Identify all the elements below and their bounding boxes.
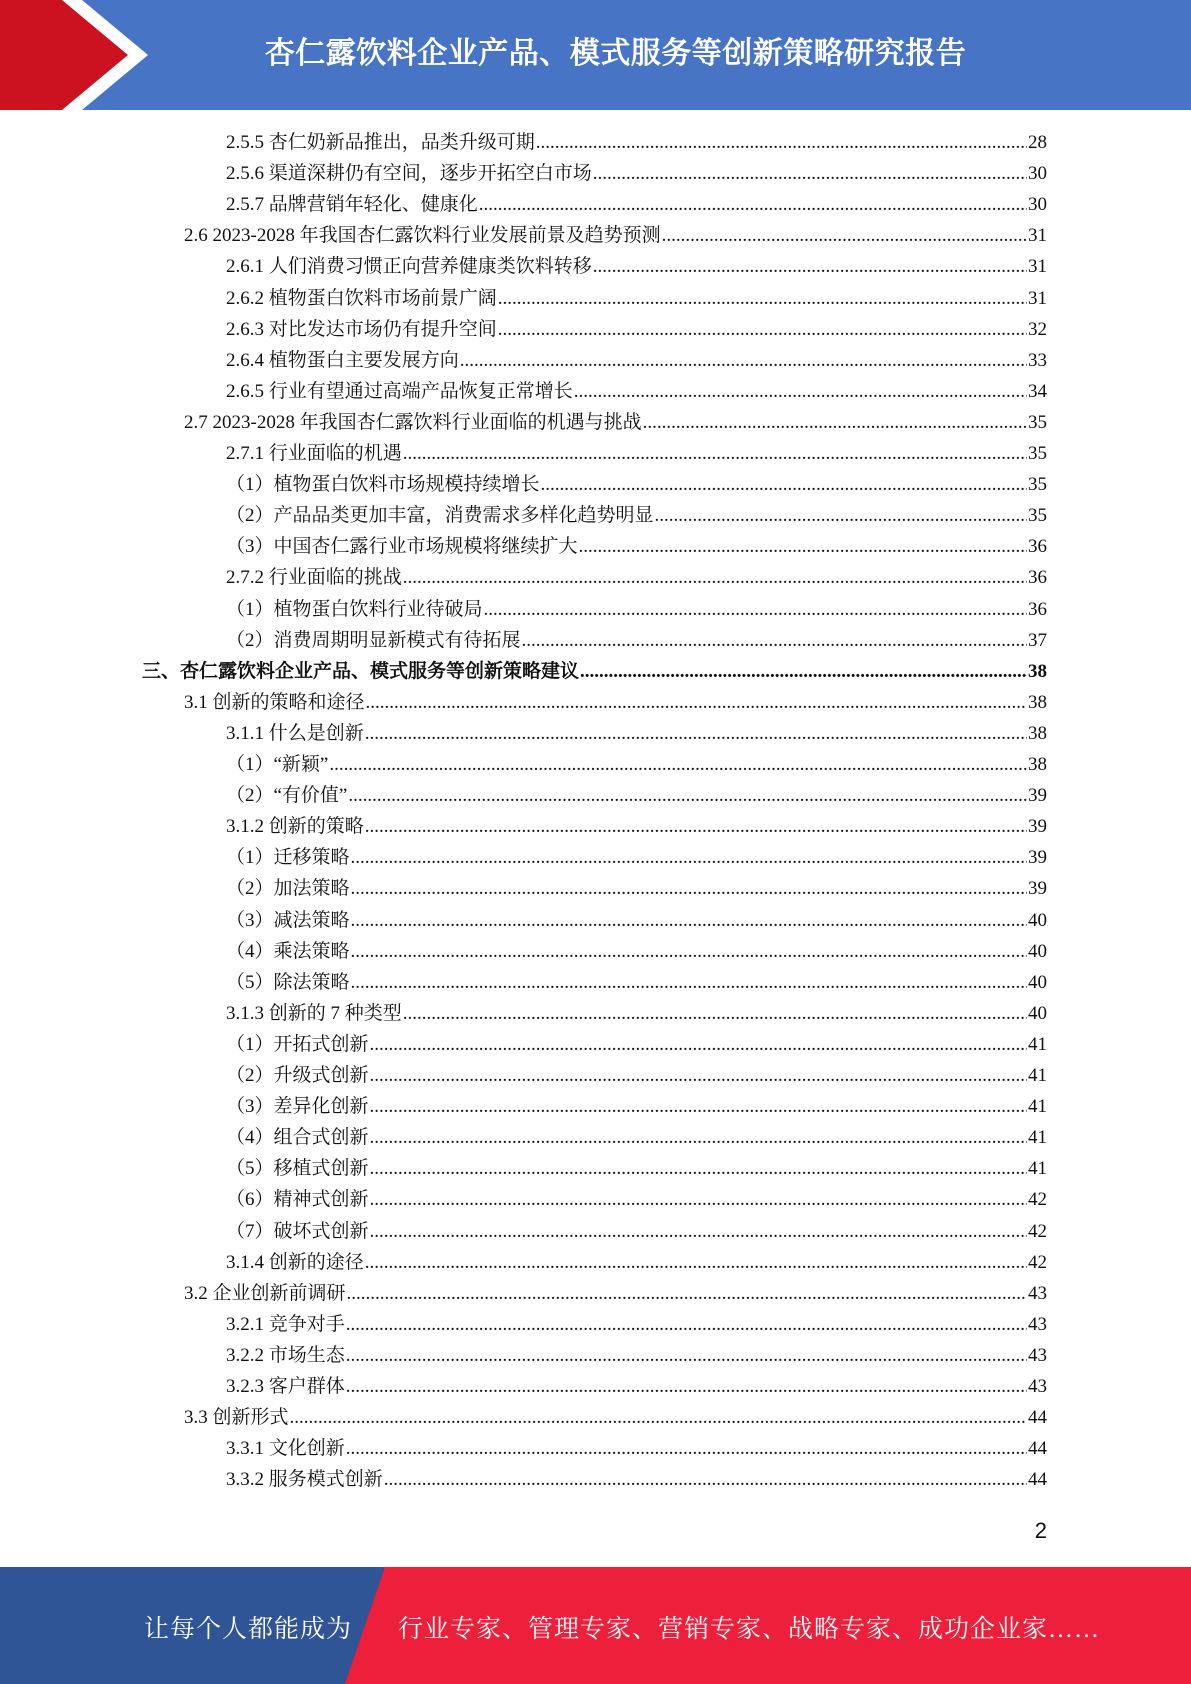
toc-entry-page: 31 [1028, 256, 1047, 278]
toc-leader-dots [643, 407, 1027, 438]
toc-entry[interactable] [226, 1122, 1047, 1153]
toc-entry-label: 3.1 创新的策略和途径 [184, 691, 365, 713]
toc-entry-page: 36 [1028, 567, 1047, 589]
toc-leader-dots [366, 687, 1027, 718]
toc-leader-dots [329, 749, 1027, 780]
toc-entry[interactable] [226, 283, 1047, 314]
toc-entry[interactable] [226, 1309, 1047, 1340]
toc-entry-page: 35 [1028, 505, 1047, 527]
toc-entry-label: 2.6.1 人们消费习惯正向营养健康类饮料转移 [226, 256, 592, 278]
toc-leader-dots [574, 376, 1027, 407]
toc-entry[interactable] [226, 842, 1047, 873]
toc-entry-label: （1）“新颖” [226, 754, 329, 775]
toc-leader-dots [498, 314, 1027, 345]
toc-leader-dots [290, 1402, 1027, 1433]
toc-entry-label: 3.2.2 市场生态 [226, 1344, 345, 1366]
toc-leader-dots [479, 189, 1027, 220]
toc-leader-dots [348, 780, 1027, 811]
toc-entry-page: 42 [1028, 1220, 1047, 1242]
toc-leader-dots [522, 625, 1027, 656]
toc-entry-page: 31 [1028, 287, 1047, 309]
toc-leader-dots [370, 1216, 1027, 1247]
toc-entry[interactable] [184, 1402, 1047, 1433]
toc-entry-page: 31 [1028, 225, 1047, 247]
toc-entry-label: 3.1.3 创新的 7 种类型 [226, 1002, 402, 1024]
toc-entry[interactable] [226, 905, 1047, 936]
toc-leader-dots [370, 1060, 1027, 1091]
toc-entry-label: 2.6 2023-2028 年我国杏仁露饮料行业发展前景及趋势预测 [184, 225, 661, 247]
toc-entry-label: （1）开拓式创新 [226, 1033, 369, 1055]
toc-leader-dots [403, 438, 1027, 469]
toc-entry-page: 32 [1028, 318, 1047, 340]
toc-entry-label: （1）植物蛋白饮料市场规模持续增长 [226, 474, 540, 496]
toc-entry-label: （5）除法策略 [226, 971, 350, 993]
toc-entry-page: 38 [1028, 754, 1047, 775]
toc-leader-dots [370, 1184, 1027, 1215]
toc-entry-page: 40 [1028, 971, 1047, 993]
toc-entry[interactable] [226, 811, 1047, 842]
toc-leader-dots [580, 656, 1027, 687]
toc-entry-page: 38 [1028, 660, 1047, 682]
toc-entry[interactable] [226, 625, 1047, 656]
toc-entry-label: 2.7.2 行业面临的挑战 [226, 567, 402, 589]
toc-entry[interactable] [226, 1184, 1047, 1215]
toc-entry-page: 41 [1028, 1096, 1047, 1118]
toc-entry-label: （2）产品品类更加丰富，消费需求多样化趋势明显 [226, 505, 654, 527]
toc-entry[interactable] [226, 469, 1047, 500]
toc-entry-label: （2）加法策略 [226, 878, 350, 900]
toc-entry-page: 42 [1028, 1189, 1047, 1211]
toc-entry[interactable] [226, 1216, 1047, 1247]
toc-entry-label: 3.3.1 文化创新 [226, 1438, 345, 1460]
toc-entry-label: 2.5.7 品牌营销年轻化、健康化 [226, 194, 478, 216]
toc-entry-label: （2）消费周期明显新模式有待拓展 [226, 629, 521, 651]
toc-leader-dots [346, 1433, 1027, 1464]
toc-leader-dots [593, 158, 1027, 189]
toc-entry[interactable] [226, 936, 1047, 967]
toc-leader-dots [370, 1029, 1027, 1060]
toc-entry[interactable] [226, 967, 1047, 998]
toc-entry[interactable] [226, 1340, 1047, 1371]
toc-entry-page: 43 [1028, 1376, 1047, 1397]
toc-entry-label: 3.1.2 创新的策略 [226, 816, 364, 838]
toc-entry-page: 30 [1028, 163, 1047, 185]
toc-entry-label: 3.2.1 竞争对手 [226, 1313, 345, 1335]
toc-entry[interactable] [184, 407, 1047, 438]
toc-leader-dots [365, 718, 1027, 749]
toc-entry-label: 2.6.3 对比发达市场仍有提升空间 [226, 318, 497, 340]
toc-entry-page: 34 [1028, 380, 1047, 402]
toc-entry-label: 3.3 创新形式 [184, 1407, 289, 1429]
toc-entry-label: （2）升级式创新 [226, 1065, 369, 1086]
toc-entry-label: 2.6.5 行业有望通过高端产品恢复正常增长 [226, 380, 573, 402]
toc-entry[interactable] [226, 500, 1047, 531]
toc-entry[interactable] [226, 345, 1047, 376]
toc-entry-label: 3.3.2 服务模式创新 [226, 1469, 383, 1491]
toc-entry-label: 2.7 2023-2028 年我国杏仁露饮料行业面临的机遇与挑战 [184, 411, 642, 433]
toc-entry-label: 3.1.1 什么是创新 [226, 722, 364, 744]
toc-entry[interactable] [226, 127, 1047, 158]
toc-entry-label: （1）迁移策略 [226, 847, 350, 869]
toc-leader-dots [541, 469, 1027, 500]
toc-entry[interactable] [226, 438, 1047, 469]
toc-entry[interactable] [226, 749, 1047, 780]
toc-entry[interactable] [226, 376, 1047, 407]
toc-entry-label: 3.1.4 创新的途径 [226, 1251, 364, 1273]
toc-leader-dots [655, 500, 1027, 531]
toc-entry-page: 39 [1028, 847, 1047, 869]
toc-entry[interactable] [226, 1060, 1047, 1091]
toc-entry-label: （3）减法策略 [226, 909, 350, 931]
toc-entry[interactable] [226, 1247, 1047, 1278]
toc-entry-page: 43 [1028, 1282, 1047, 1304]
toc-entry[interactable] [226, 1029, 1047, 1060]
toc-entry[interactable] [226, 314, 1047, 345]
toc-leader-dots [662, 220, 1027, 251]
toc-entry-page: 39 [1028, 785, 1047, 807]
toc-leader-dots [351, 905, 1027, 936]
toc-entry-label: 2.5.6 渠道深耕仍有空间，逐步开拓空白市场 [226, 163, 592, 185]
toc-entry-page: 44 [1028, 1407, 1047, 1429]
toc-leader-dots [370, 1122, 1027, 1153]
toc-leader-dots [351, 936, 1027, 967]
page-header [0, 0, 1191, 110]
toc-entry-page: 37 [1028, 629, 1047, 651]
toc-entry-page: 44 [1028, 1438, 1047, 1460]
toc-entry-label: （5）移植式创新 [226, 1158, 369, 1180]
toc-leader-dots [593, 251, 1027, 282]
toc-leader-dots [403, 998, 1027, 1029]
toc-entry-page: 33 [1028, 349, 1047, 371]
toc-leader-dots [384, 1464, 1027, 1495]
toc-leader-dots [370, 1153, 1027, 1184]
toc-entry[interactable] [226, 1464, 1047, 1495]
toc-entry-label: 2.7.1 行业面临的机遇 [226, 443, 402, 464]
toc-entry-label: （7）破坏式创新 [226, 1220, 369, 1242]
toc-entry[interactable] [226, 189, 1047, 220]
toc-entry[interactable] [226, 562, 1047, 593]
toc-entry-page: 38 [1028, 722, 1047, 744]
toc-entry-page: 41 [1028, 1033, 1047, 1055]
toc-leader-dots [351, 873, 1027, 904]
toc-entry[interactable] [184, 220, 1047, 251]
toc-entry[interactable] [226, 873, 1047, 904]
toc-entry-label: 2.5.5 杏仁奶新品推出，品类升级可期 [226, 132, 535, 153]
toc-entry[interactable] [226, 594, 1047, 625]
toc-leader-dots [484, 594, 1027, 625]
toc-leader-dots [351, 967, 1027, 998]
toc-entry-label: （1）植物蛋白饮料行业待破局 [226, 598, 483, 620]
toc-entry-label: 2.6.4 植物蛋白主要发展方向 [226, 349, 459, 371]
toc-entry-label: （6）精神式创新 [226, 1189, 369, 1211]
toc-entry[interactable] [142, 656, 1047, 687]
footer-slogan-left: 让每个人都能成为 [144, 1616, 353, 1643]
toc-entry-label: （4）组合式创新 [226, 1127, 369, 1149]
toc-entry-label: 2.6.2 植物蛋白饮料市场前景广阔 [226, 287, 497, 309]
toc-entry-page: 40 [1028, 1002, 1047, 1024]
toc-entry[interactable] [226, 1091, 1047, 1122]
toc-entry-label: （3）差异化创新 [226, 1096, 369, 1118]
toc-entry-page: 39 [1028, 878, 1047, 900]
toc-entry-label: （3）中国杏仁露行业市场规模将继续扩大 [226, 536, 578, 558]
toc-leader-dots [346, 1309, 1027, 1340]
toc-entry-page: 35 [1028, 443, 1047, 464]
page-footer [0, 1567, 1191, 1684]
toc-entry-page: 28 [1028, 132, 1047, 153]
toc-entry-label: 3.2 企业创新前调研 [184, 1282, 346, 1304]
toc-entry[interactable] [226, 998, 1047, 1029]
report-title: 杏仁露饮料企业产品、模式服务等创新策略研究报告 [264, 36, 967, 71]
toc-entry-page: 36 [1028, 598, 1047, 620]
toc-entry-page: 41 [1028, 1158, 1047, 1180]
page-number: 2 [1034, 1518, 1047, 1543]
toc-entry[interactable] [184, 1278, 1047, 1309]
toc-entry[interactable] [226, 531, 1047, 562]
toc-leader-dots [536, 127, 1027, 158]
toc-entry[interactable] [226, 718, 1047, 749]
toc-entry[interactable] [226, 251, 1047, 282]
toc-entry-page: 44 [1028, 1469, 1047, 1491]
toc-entry-page: 35 [1028, 474, 1047, 496]
toc-entry-page: 30 [1028, 194, 1047, 216]
toc-entry[interactable] [226, 780, 1047, 811]
toc-entry-label: 3.2.3 客户群体 [226, 1376, 345, 1397]
toc-entry[interactable] [226, 1433, 1047, 1464]
toc-entry-page: 43 [1028, 1313, 1047, 1335]
toc-entry[interactable] [184, 687, 1047, 718]
toc-leader-dots [365, 811, 1027, 842]
toc-entry-page: 40 [1028, 909, 1047, 931]
toc-entry-page: 40 [1028, 940, 1047, 962]
toc-leader-dots [579, 531, 1027, 562]
toc-leader-dots [351, 842, 1027, 873]
toc-entry-label: （2）“有价值” [226, 785, 348, 807]
toc-entry[interactable] [226, 1153, 1047, 1184]
toc-entry-label: （4）乘法策略 [226, 940, 350, 962]
toc-entry-page: 41 [1028, 1065, 1047, 1086]
toc-entry-page: 38 [1028, 691, 1047, 713]
toc-leader-dots [403, 562, 1027, 593]
toc-entry[interactable] [226, 1371, 1047, 1402]
toc-leader-dots [346, 1340, 1027, 1371]
toc-entry-page: 36 [1028, 536, 1047, 558]
toc-leader-dots [347, 1278, 1027, 1309]
toc-leader-dots [370, 1091, 1027, 1122]
toc-entry-page: 42 [1028, 1251, 1047, 1273]
toc-leader-dots [498, 283, 1027, 314]
toc-leader-dots [460, 345, 1027, 376]
footer-slogan-right: 行业专家、管理专家、营销专家、战略专家、成功企业家…… [398, 1616, 1101, 1643]
toc-entry[interactable] [226, 158, 1047, 189]
toc-entry-label: 三、杏仁露饮料企业产品、模式服务等创新策略建议 [142, 660, 580, 682]
toc-leader-dots [365, 1247, 1027, 1278]
toc-entry-page: 39 [1028, 816, 1047, 838]
toc-leader-dots [346, 1371, 1027, 1402]
toc-entry-page: 43 [1028, 1344, 1047, 1366]
toc-entry-page: 35 [1028, 411, 1047, 433]
toc-entry-page: 41 [1028, 1127, 1047, 1149]
